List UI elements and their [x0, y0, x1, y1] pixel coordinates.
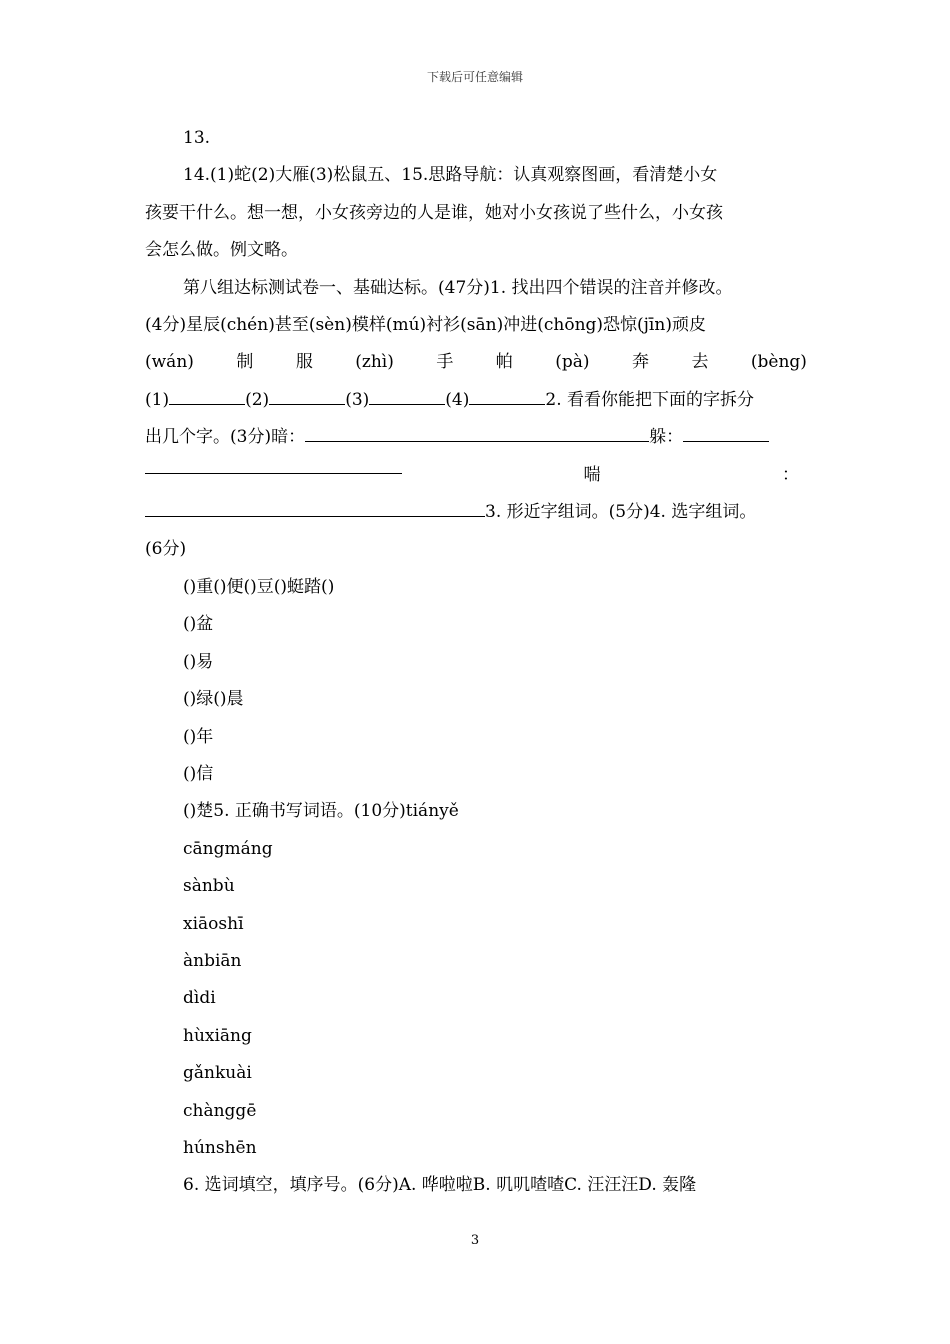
pinyin-word: hùxiāng: [183, 1025, 252, 1046]
pinyin-token: (wán): [145, 352, 194, 373]
split-char-line-3: [145, 494, 807, 531]
choose-char-line: ()信: [183, 763, 214, 784]
answer-blank[interactable]: [145, 500, 485, 517]
pinyin-token: (bèng): [750, 352, 807, 373]
score-line: (6分): [145, 539, 187, 560]
blank-label: (3): [345, 389, 370, 410]
line-13: 13.: [183, 128, 211, 148]
pinyin-word: chànggē: [183, 1100, 257, 1121]
pinyin-line-2: [145, 344, 807, 381]
char-prompt-colon: ：: [782, 464, 799, 485]
line-14: 14.(1)蛇(2)大雁(3)松鼠五、15.思路导航：认真观察图画，看清楚小女: [183, 165, 718, 186]
line-14-cont-2: 会怎么做。例文略。: [145, 240, 298, 261]
pinyin-token: 服: [295, 352, 313, 373]
page-header: 下载后可任意编辑: [426, 70, 523, 84]
answer-blank[interactable]: [145, 457, 402, 474]
pinyin-token: 奔: [631, 352, 649, 373]
pinyin-token: 手: [436, 352, 454, 373]
pinyin-word: dìdi: [183, 988, 216, 1009]
line-14-cont-1: 孩要干什么。想一想，小女孩旁边的人是谁，她对小女孩说了些什么，小女孩: [145, 202, 723, 223]
question-6-line: 6. 选词填空，填序号。(6分)A. 哗啦啦B. 叽叽喳喳C. 汪汪汪D. 轰隆: [183, 1175, 697, 1196]
pinyin-token: 去: [691, 352, 709, 373]
document-body: [145, 120, 807, 1205]
pinyin-token: 制: [236, 352, 254, 373]
pinyin-token: (pà): [555, 352, 590, 373]
answer-blank[interactable]: [305, 425, 649, 442]
choose-char-line: ()年: [183, 726, 214, 747]
choose-char-line: ()重()便()豆()蜓踏(): [183, 576, 335, 597]
choose-char-line: ()盆: [183, 614, 214, 635]
answer-blank[interactable]: [369, 388, 445, 405]
pinyin-word: gǎnkuài: [183, 1063, 252, 1084]
question-text: 3. 形近字组词。(5分)4. 选字组词。: [485, 502, 757, 523]
answer-blank[interactable]: [469, 388, 545, 405]
pinyin-token: (zhì): [355, 352, 394, 373]
answer-blank[interactable]: [169, 388, 245, 405]
section-8-title: 第八组达标测试卷一、基础达标。(47分)1. 找出四个错误的注音并修改。: [183, 277, 733, 298]
pinyin-word: húnshēn: [183, 1137, 257, 1158]
question-text: 2. 看看你能把下面的字拆分: [545, 389, 754, 410]
page-number: 3: [470, 1233, 480, 1248]
answer-blank[interactable]: [683, 425, 769, 442]
pinyin-word: ànbiān: [183, 950, 242, 971]
blank-label: (2): [245, 389, 270, 410]
question-text: 出几个字。(3分)暗：: [145, 427, 306, 448]
blank-label: (1): [145, 389, 170, 410]
choose-char-line: ()易: [183, 651, 214, 672]
blank-label: (4): [445, 389, 470, 410]
pinyin-token: 帕: [495, 352, 513, 373]
pinyin-line-1: (4分)星辰(chén)甚至(sèn)模样(mú)衬衫(sān)冲进(chōng)恐惊(jīn)顽皮: [145, 315, 706, 336]
pinyin-word: cāngmáng: [183, 838, 273, 859]
pinyin-word: xiāoshī: [183, 913, 244, 934]
pinyin-word: sànbù: [183, 876, 235, 897]
answer-blanks-line: [145, 382, 807, 419]
question-5-line: ()楚5. 正确书写词语。(10分)tiányě: [183, 801, 459, 822]
choose-char-line: ()绿()晨: [183, 689, 244, 710]
answer-blank[interactable]: [269, 388, 345, 405]
split-char-line: [145, 419, 807, 456]
char-prompt: 喘: [583, 464, 601, 485]
split-char-line-2: [145, 457, 807, 494]
char-prompt: 躲：: [649, 427, 684, 448]
